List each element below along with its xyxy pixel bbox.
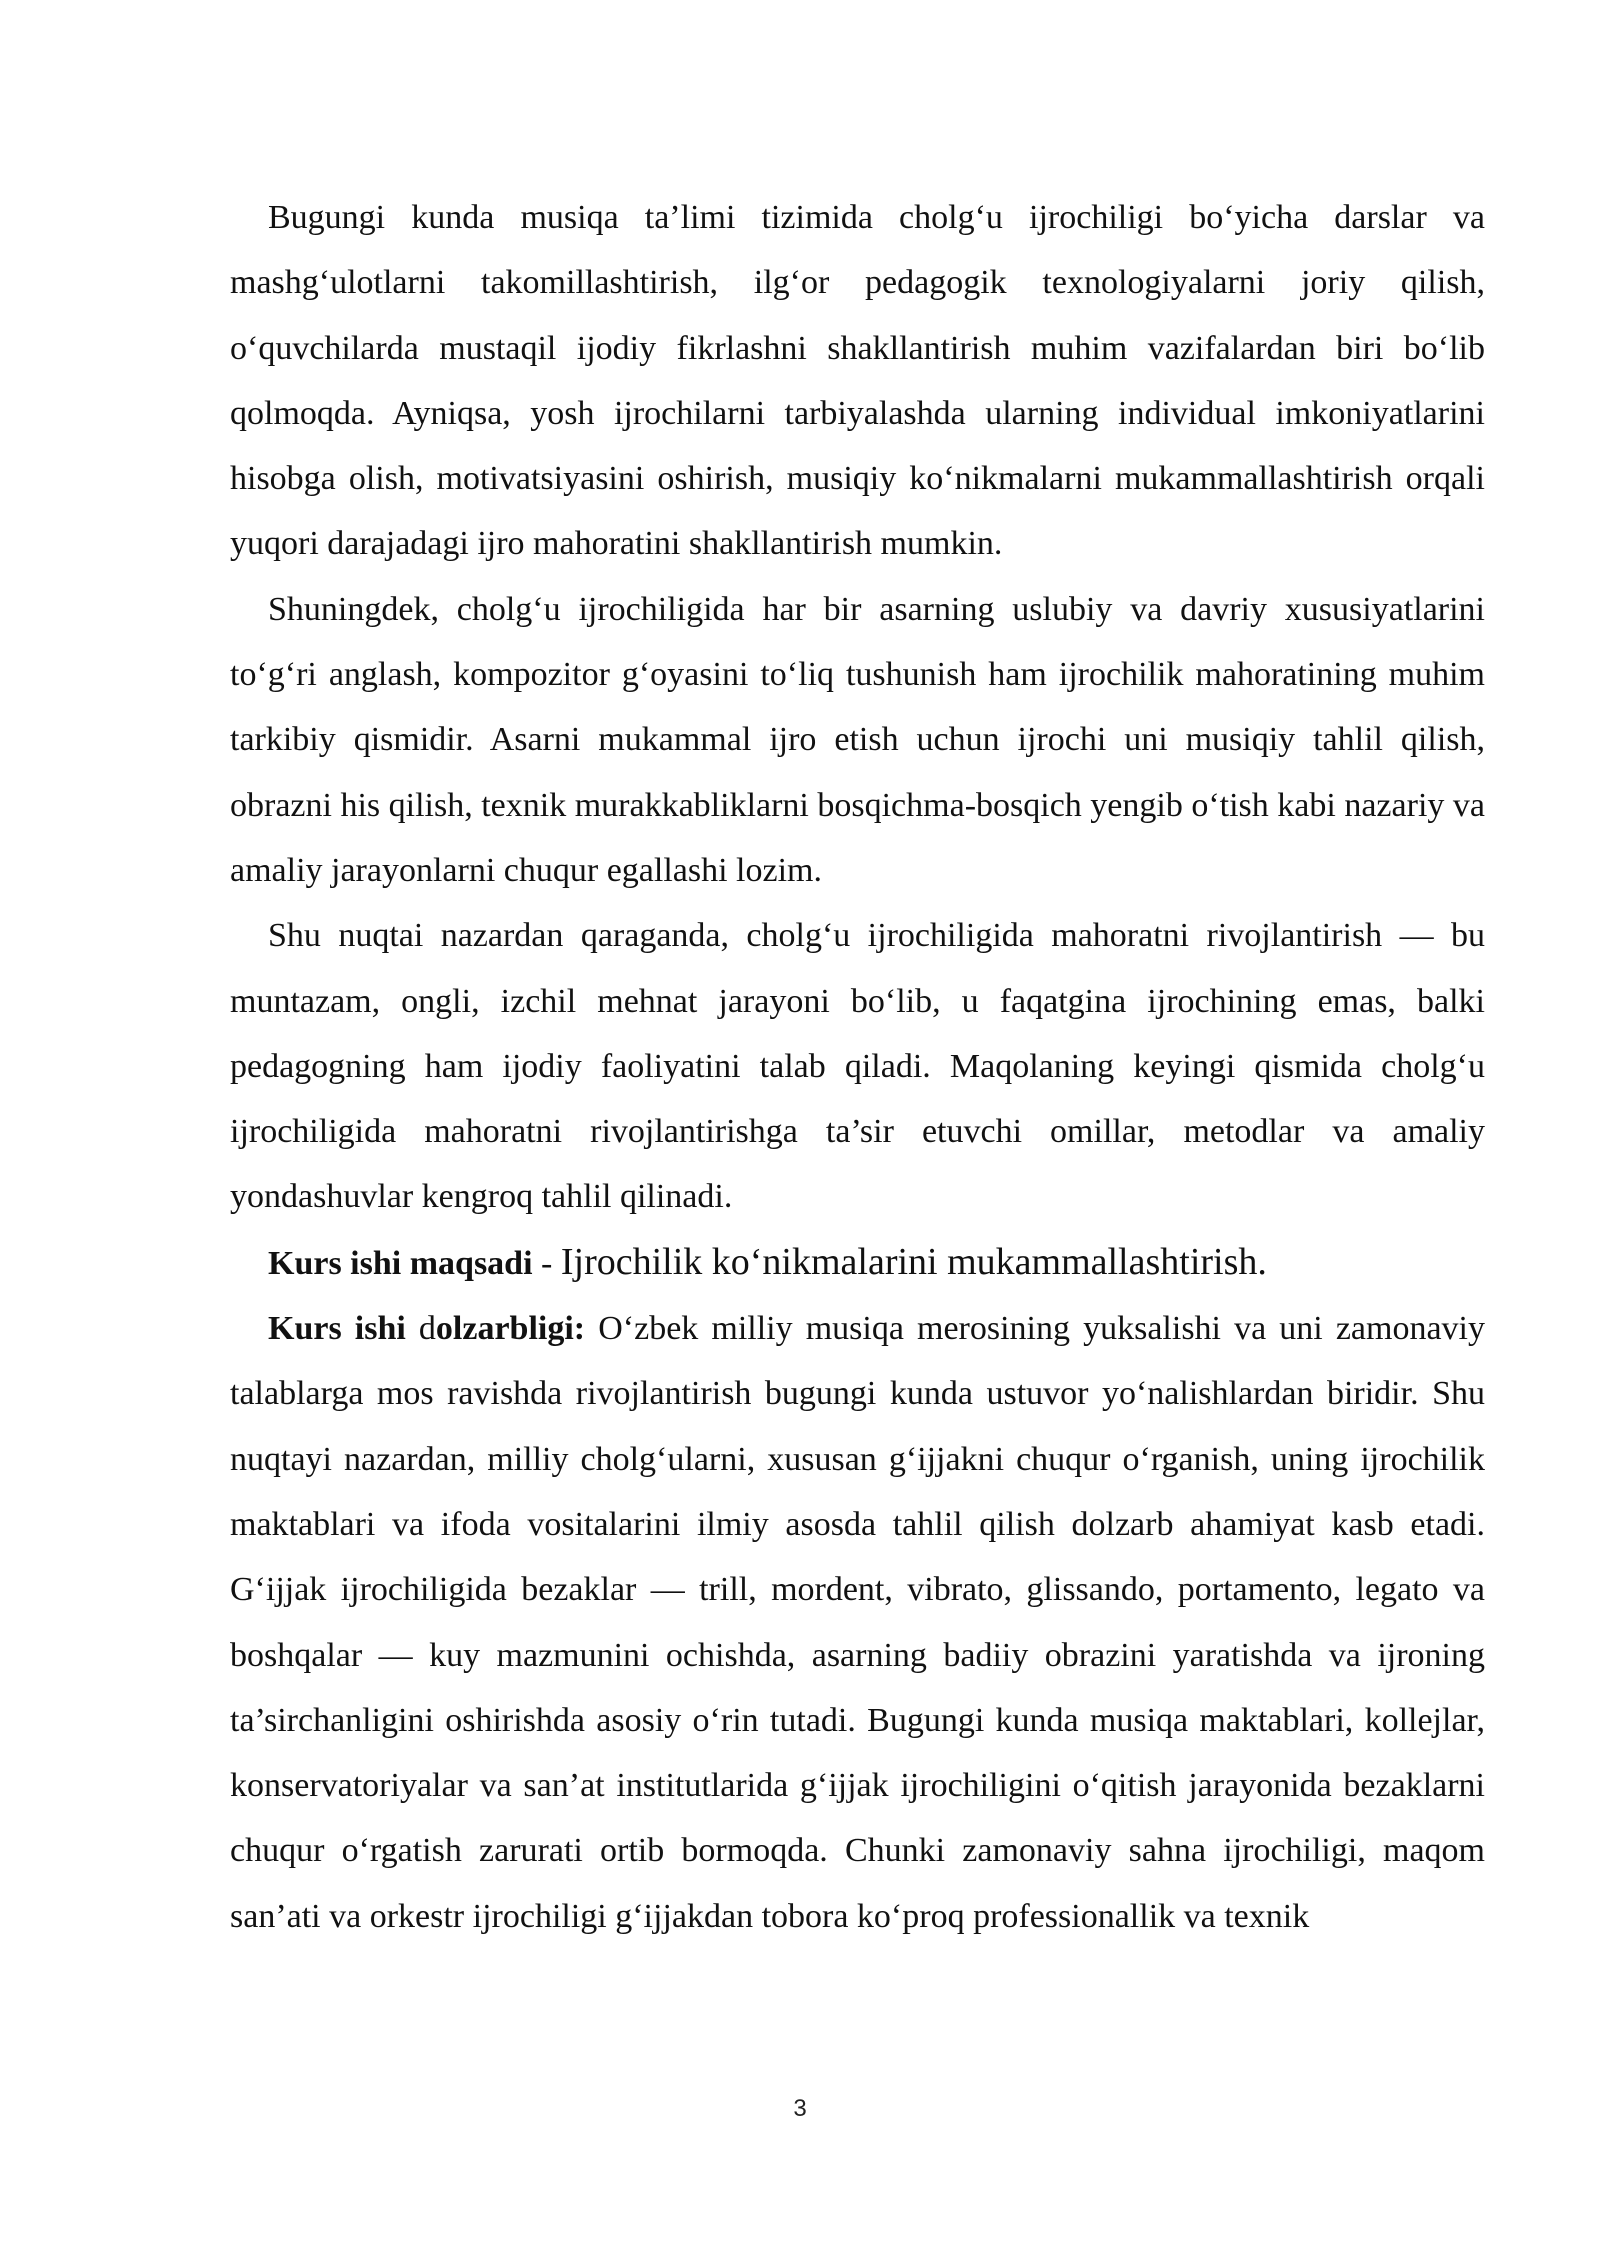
course-relevance-label-1: Kurs ishi: [268, 1310, 419, 1348]
body-text: [230, 185, 1485, 1949]
paragraph-1: Bugungi kunda musiqa ta’limi tizimida cholg‘u ijrochiligi bo‘yicha darslar va mashg‘ulotlarni takomillashtirish, ilg‘or pedagogik texnologiyalarni joriy qilish, o‘quvchilarda mustaqil ijodiy fikrlashni shakllantirish muhim vazifalardan biri bo‘lib qolmoqda. Ayniqsa, yosh ijrochilarni tarbiyalashda ularning individual imkoniyatlarini hisobga olish, motivatsiyasini oshirish, musiqiy ko‘nikmalarni mukammallashtirish orqali yuqori darajadagi ijro mahoratini shakllantirish mumkin.: [230, 199, 1485, 563]
paragraph-3: Shu nuqtai nazardan qaraganda, cholg‘u ijrochiligida mahoratni rivojlantirish — bu muntazam, ongli, izchil mehnat jarayoni bo‘lib, u faqatgina ijrochining emas, balki pedagogning ham ijodiy faoliyatini talab qiladi. Maqolaning keyingi qismida cholg‘u ijrochiligida mahoratni rivojlantirishga ta’sir etuvchi omillar, metodlar va amaliy yondashuvlar kengroq tahlil qilinadi.: [230, 917, 1485, 1216]
course-relevance-text: O‘zbek milliy musiqa merosining yuksalishi va uni zamonaviy talablarga mos ravishda rivojlantirish bugungi kunda ustuvor yo‘nalishlardan biridir. Shu nuqtayi nazardan, milliy cholg‘ularni, xususan g‘ijjakni chuqur o‘rganish, uning ijrochilik maktablari va ifoda vositalarini ilmiy asosda tahlil qilish dolzarb ahamiyat kasb etadi. G‘ijjak ijrochiligida bezaklar — trill, mordent, vibrato, glissando, portamento, legato va boshqalar — kuy mazmunini ochishda, asarning badiiy obrazini yaratishda va ijroning ta’sirchanligini oshirishda asosiy o‘rin tutadi. Bugungi kunda musiqa maktablari, kollejlar, konservatoriyalar va san’at institutlarida g‘ijjak ijrochiligini o‘qitish jarayonida bezaklarni chuqur o‘rgatish zarurati ortib bormoqda. Chunki zamonaviy sahna ijrochiligi, maqom san’ati va orkestr ijrochiligi g‘ijjakdan tobora ko‘proq professionallik va texnik: [230, 1310, 1485, 1935]
course-relevance-label-2: d: [418, 1310, 436, 1348]
course-goal-label: Kurs ishi maqsadi: [268, 1244, 533, 1282]
course-goal-separator: -: [532, 1244, 561, 1282]
page-number: 3: [793, 2095, 807, 2122]
course-relevance-label-3: olzarbligi:: [435, 1310, 586, 1348]
course-relevance: [230, 1296, 1485, 1949]
course-goal: [230, 1230, 1485, 1296]
paragraph-2: Shuningdek, cholg‘u ijrochiligida har bir asarning uslubiy va davriy xususiyatlarini to‘g‘ri anglash, kompozitor g‘oyasini to‘liq tushunish ham ijrochilik mahoratining muhim tarkibiy qismidir. Asarni mukammal ijro etish uchun ijrochi uni musiqiy tahlil qilish, obrazni his qilish, texnik murakkabliklarni bosqichma-bosqich yengib o‘tish kabi nazariy va amaliy jarayonlarni chuqur egallashi lozim.: [230, 590, 1485, 889]
course-goal-text: Ijrochilik ko‘nikmalarini mukammallashtirish.: [560, 1240, 1267, 1283]
